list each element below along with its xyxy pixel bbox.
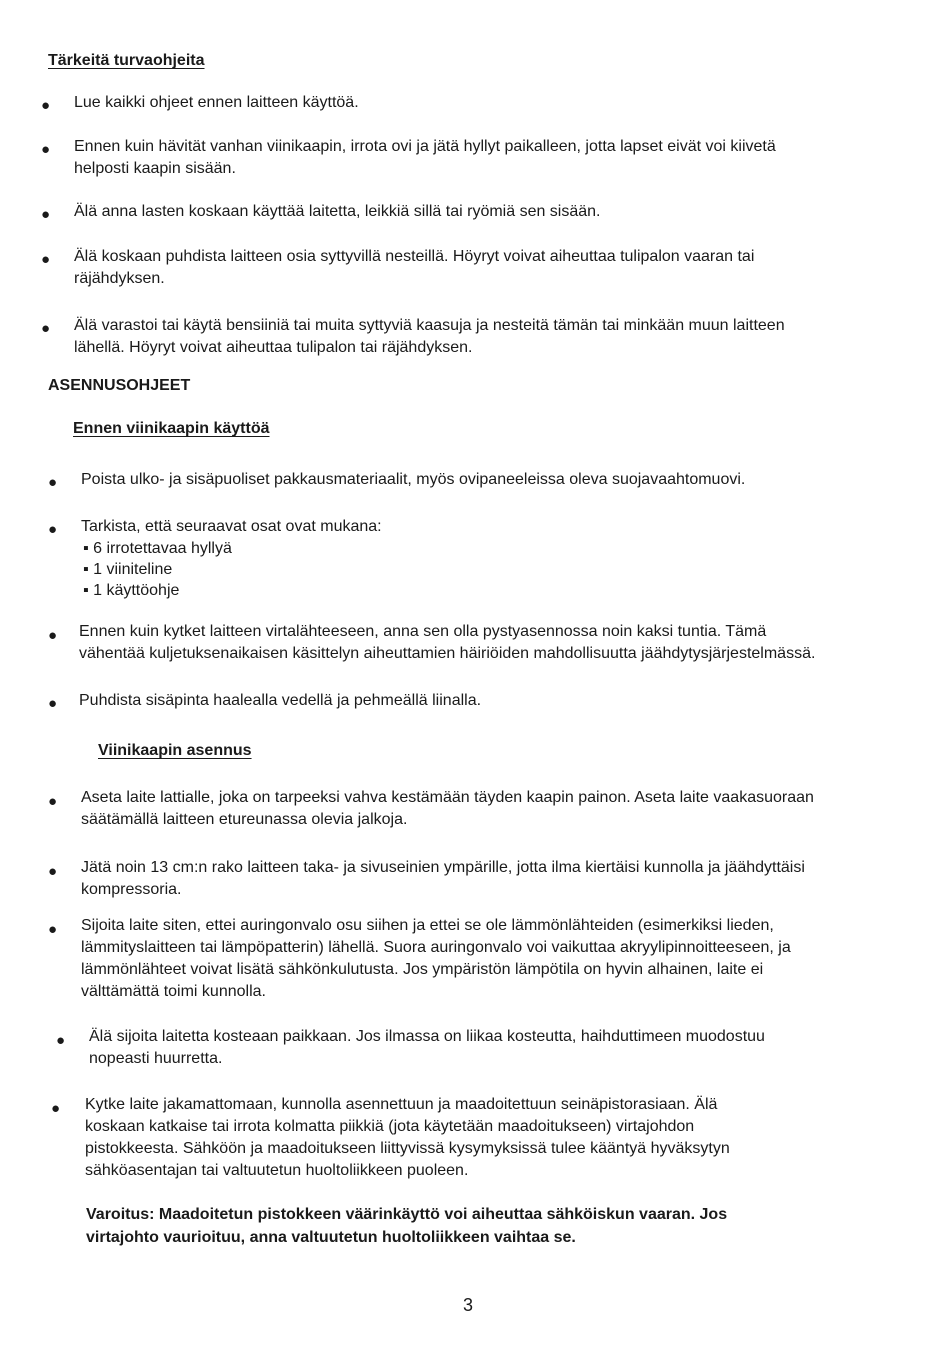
line: Älä koskaan puhdista laitteen osia syttyvillä nesteillä. Höyryt voivat aiheuttaa tulipalon vaaran tai <box>74 248 755 265</box>
safety-item-5 <box>74 315 785 359</box>
bullet-icon: ● <box>48 793 58 810</box>
line: Älä varastoi tai käytä bensiiniä tai muita syttyviä kaasuja ja nesteitä tämän tai minkään muun laitteen <box>74 317 785 334</box>
before-item-1 <box>81 469 745 491</box>
bullet-icon: ● <box>48 921 58 938</box>
line: Kytke laite jakamattomaan, kunnolla asennettuun ja maadoitettuun seinäpistorasiaan. Älä <box>85 1096 718 1113</box>
line: Ennen kuin kytket laitteen virtalähteeseen, anna sen olla pystyasennossa noin kaksi tuntia. Tämä <box>79 623 767 640</box>
line: virtajohto vaurioituu, anna valtuutetun huoltoliikkeen vaihtaa se. <box>86 1229 576 1246</box>
page-number: 3 <box>463 1295 474 1315</box>
warning-text <box>86 1203 727 1249</box>
list-item: ▪ 6 irrotettavaa hyllyä <box>83 540 232 557</box>
setup-item-4 <box>89 1026 765 1070</box>
line: Sijoita laite siten, ettei auringonvalo osu siihen ja ettei se ole lämmönlähteiden (esimerkiksi lieden, <box>81 917 774 934</box>
line: Lue kaikki ohjeet ennen laitteen käyttöä. <box>74 94 359 111</box>
setup-heading: Viinikaapin asennus <box>98 742 252 759</box>
line: Poista ulko- ja sisäpuoliset pakkausmateriaalit, myös ovipaneeleissa oleva suojavaahtomuovi. <box>81 471 746 488</box>
safety-item-3 <box>74 201 601 223</box>
line: Älä anna lasten koskaan käyttää laitetta, leikkiä sillä tai ryömiä sen sisään. <box>74 203 601 220</box>
bullet-icon: ● <box>56 1032 66 1049</box>
bullet-icon: ● <box>48 695 58 712</box>
line: Varoitus: Maadoitetun pistokkeen väärinkäyttö voi aiheuttaa sähköiskun vaaran. Jos <box>86 1206 728 1223</box>
safety-item-1 <box>74 92 359 114</box>
bullet-icon: ● <box>48 474 58 491</box>
line: pistokkeesta. Sähköön ja maadoitukseen liittyvissä kysymyksissä tulee kääntyä hyväksytyn <box>85 1140 730 1157</box>
line: lämmönlähteet voivat lisätä sähkönkulutusta. Jos ympäristön lämpötila on hyvin alhainen, laite ei <box>81 961 764 978</box>
safety-item-4 <box>74 246 754 290</box>
bullet-icon: ● <box>41 320 51 337</box>
line: Jätä noin 13 cm:n rako laitteen taka- ja sivuseinien ympärille, jotta ilma kiertäisi kunnolla ja jäähdyttäisi <box>81 859 805 876</box>
line: lämmityslaitteen tai lämpöpatterin) lähellä. Suora auringonvalo voi vaikuttaa akryylipinnoitteeseen, ja <box>81 939 791 956</box>
list-item: ▪ 1 käyttöohje <box>83 582 180 599</box>
bullet-icon: ● <box>41 141 51 158</box>
line: välttämättä toimi kunnolla. <box>81 983 266 1000</box>
line: Puhdista sisäpinta haalealla vedellä ja pehmeällä liinalla. <box>79 692 482 709</box>
line: säätämällä laitteen etureunassa olevia jalkoja. <box>81 811 408 828</box>
bullet-icon: ● <box>48 627 58 644</box>
parts-list <box>83 538 232 601</box>
line: kompressoria. <box>81 881 182 898</box>
line: Aseta laite lattialle, joka on tarpeeksi vahva kestämään täyden kaapin painon. Aseta laite vaakasuoraan <box>81 789 814 806</box>
list-item: ▪ 1 viiniteline <box>83 561 173 578</box>
bullet-icon: ● <box>51 1100 61 1117</box>
line: räjähdyksen. <box>74 270 165 287</box>
line: helposti kaapin sisään. <box>74 160 236 177</box>
install-heading: ASENNUSOHJEET <box>48 377 191 394</box>
line: koskaan katkaise tai irrota kolmatta piikkiä (jota käytetään maadoitukseen) virtajohdon <box>85 1118 695 1135</box>
bullet-icon: ● <box>48 521 58 538</box>
setup-item-2 <box>81 857 805 901</box>
bullet-icon: ● <box>41 97 51 114</box>
setup-item-3 <box>81 915 791 1003</box>
line: nopeasti huurretta. <box>89 1050 223 1067</box>
before-item-2 <box>81 516 382 538</box>
line: lähellä. Höyryt voivat aiheuttaa tulipalon tai räjähdyksen. <box>74 339 473 356</box>
safety-heading: Tärkeitä turvaohjeita <box>48 52 205 69</box>
safety-item-2 <box>74 136 776 180</box>
bullet-icon: ● <box>41 251 51 268</box>
before-item-3 <box>79 621 815 665</box>
bullet-icon: ● <box>48 863 58 880</box>
before-item-4 <box>79 690 481 712</box>
setup-item-5 <box>85 1094 730 1182</box>
line: vähentää kuljetuksenaikaisen käsittelyn aiheuttamien häiriöiden mahdollisuutta jäähdytysjärjestelmässä. <box>79 645 816 662</box>
line: sähköasentajan tai valtuutetun huoltoliikkeen puoleen. <box>85 1162 469 1179</box>
line: Tarkista, että seuraavat osat ovat mukana: <box>81 518 382 535</box>
line: Älä sijoita laitetta kosteaan paikkaan. Jos ilmassa on liikaa kosteutta, haihduttimeen muodostuu <box>89 1028 765 1045</box>
setup-item-1 <box>81 787 814 831</box>
line: Ennen kuin hävität vanhan viinikaapin, irrota ovi ja jätä hyllyt paikalleen, jotta lapset eivät voi kiivetä <box>74 138 776 155</box>
bullet-icon: ● <box>41 206 51 223</box>
before-use-heading: Ennen viinikaapin käyttöä <box>73 420 270 437</box>
